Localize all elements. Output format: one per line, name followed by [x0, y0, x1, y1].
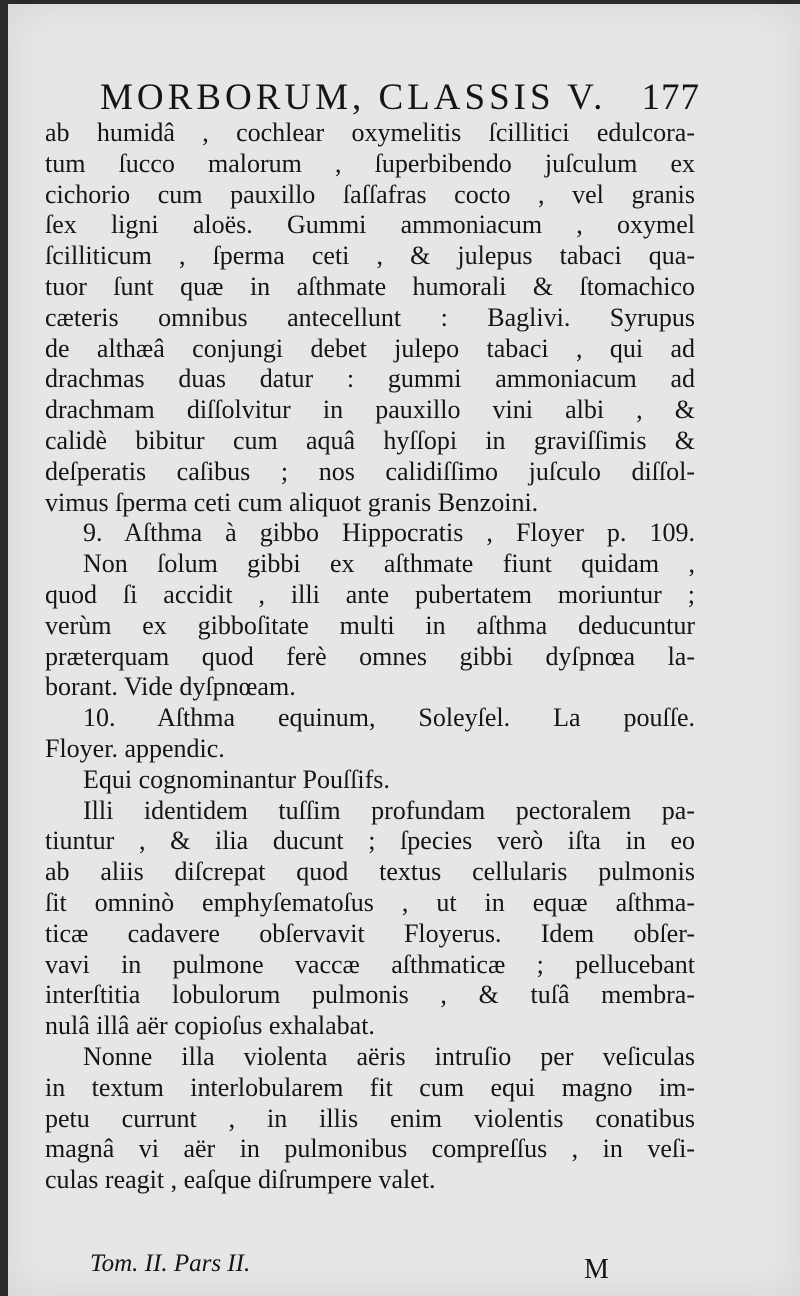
text-line: Non ſolum gibbi ex aſthmate fiunt quidam ,	[83, 549, 695, 579]
text-line: quod ſi accidit , illi ante pubertatem moriuntur ;	[45, 579, 695, 609]
page-footer	[90, 1250, 650, 1285]
text-line: Floyer. appendic.	[45, 733, 225, 763]
text-line: cæteris omnibus antecellunt : Baglivi. Syrupus	[45, 302, 695, 332]
text-line: vavi in pulmone vaccæ aſthmaticæ ; pellucebant	[45, 949, 695, 979]
text-line: deſperatis caſibus ; nos calidiſſimo juſculo diſſol-	[45, 456, 695, 486]
text-line: petu currunt , in illis enim violentis conatibus	[45, 1103, 695, 1133]
text-line: borant. Vide dyſpnœam.	[45, 672, 296, 702]
volume-line: Tom. II. Pars II.	[90, 1250, 251, 1277]
book-page	[8, 4, 800, 1296]
text-line: nulâ illâ aër copioſus exhalabat.	[45, 1011, 375, 1041]
page-number: 177	[641, 77, 700, 118]
text-line: ſex ligni aloës. Gummi ammoniacum , oxymel	[45, 210, 695, 240]
text-line: ſit omninò emphyſematoſus , ut in equæ aſthma-	[45, 887, 695, 917]
body-text	[45, 118, 695, 1196]
text-line: Nonne illa violenta aëris intruſio per veſiculas	[83, 1041, 695, 1071]
text-line: de althæâ conjungi debet julepo tabaci , qui ad	[45, 333, 695, 363]
text-line: tiuntur , & ilia ducunt ; ſpecies verò iſta in eo	[45, 826, 695, 856]
running-head	[100, 76, 700, 119]
text-line: verùm ex gibboſitate multi in aſthma deducuntur	[45, 610, 695, 640]
text-line: calidè bibitur cum aquâ hyſſopi in graviſſimis &	[45, 425, 695, 455]
text-line: ab aliis diſcrepat quod textus cellularis pulmonis	[45, 857, 695, 887]
text-line: ſcilliticum , ſperma ceti , & julepus tabaci qua-	[45, 241, 695, 271]
text-line: præterquam quod ferè omnes gibbi dyſpnœa la-	[45, 641, 695, 671]
section-heading-10: 10. Aſthma equinum, Soleyſel. La pouſſe.	[83, 703, 695, 733]
text-line: drachmas duas datur : gummi ammoniacum ad	[45, 364, 695, 394]
text-line: interſtitia lobulorum pulmonis , & tuſâ membra-	[45, 980, 695, 1010]
text-line: culas reagit , eaſque diſrumpere valet.	[45, 1165, 436, 1195]
text-line: in textum interlobularem fit cum equi magno im-	[45, 1072, 695, 1102]
text-line: drachmam diſſolvitur in pauxillo vini albi , &	[45, 395, 695, 425]
text-line: tum ſucco malorum , ſuperbibendo juſculum ex	[45, 148, 695, 178]
text-line: ticæ cadavere obſervavit Floyerus. Idem obſer-	[45, 918, 695, 948]
text-line: cichorio cum pauxillo ſaſſafras coctо , vel granis	[45, 179, 695, 209]
text-line: ab humidâ , cochlear oxymelitis ſcillitici edulcora-	[45, 118, 695, 147]
section-heading-9: 9. Aſthma à gibbo Hippocratis , Floyer p. 109.	[83, 518, 695, 548]
signature-mark: M	[584, 1254, 609, 1285]
running-title: MORBORUM, CLASSIS V.	[100, 77, 607, 118]
text-line: vimus ſperma ceti cum aliquot granis Benzoini.	[45, 487, 539, 517]
text-line: tuor ſunt quæ in aſthmate humorali & ſtomachico	[45, 271, 695, 301]
text-line: Equi cognominantur Pouſſifs.	[83, 764, 390, 794]
text-line: magnâ vi aër in pulmonibus compreſſus , in veſi-	[45, 1134, 695, 1164]
text-line: Illi identidem tuſſim profundam pectoralem pa-	[83, 795, 695, 825]
